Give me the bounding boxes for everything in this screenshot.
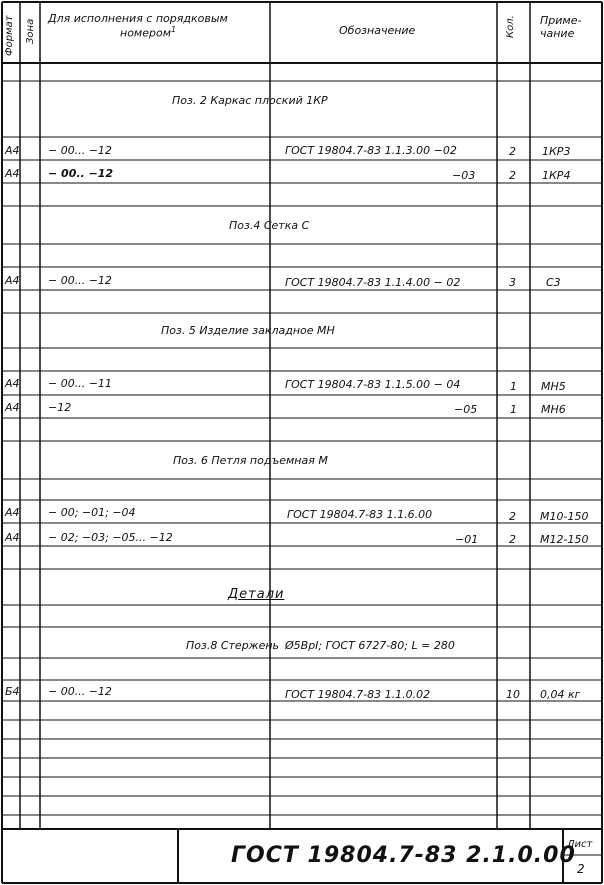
sheet-label: Лист bbox=[567, 839, 593, 850]
row-format: А4 bbox=[5, 401, 20, 414]
row-variant: − 00... −12 bbox=[48, 685, 112, 698]
row-note: М10-150 bbox=[540, 510, 589, 523]
header-qty: Кол. bbox=[505, 15, 516, 38]
row-note: М12-150 bbox=[540, 533, 589, 546]
row-designation: −05 bbox=[454, 403, 478, 416]
part-designation: Ø5ВрI; ГОСТ 6727-80; L = 280 bbox=[285, 639, 455, 652]
row-designation: −01 bbox=[455, 533, 479, 546]
row-variant: −12 bbox=[48, 401, 72, 414]
header-format: Формат bbox=[4, 15, 15, 56]
row-designation: ГОСТ 19804.7-83 1.1.3.00 −02 bbox=[285, 144, 457, 157]
row-note: МН5 bbox=[541, 380, 566, 393]
row-variant: − 02; −03; −05... −12 bbox=[48, 531, 173, 544]
header-variant-line2: номером$^1$ bbox=[120, 25, 177, 40]
header-note-1: Приме- bbox=[540, 14, 582, 27]
row-note: 0,04 кг bbox=[540, 688, 581, 701]
row-format: А4 bbox=[5, 274, 20, 287]
row-qty: 1 bbox=[510, 403, 517, 416]
row-designation: −03 bbox=[452, 169, 476, 182]
row-designation: ГОСТ 19804.7-83 1.1.5.00 − 04 bbox=[285, 378, 461, 391]
group-heading-pos5: Поз. 5 Изделие закладное МН bbox=[161, 324, 335, 337]
row-format: А4 bbox=[5, 531, 20, 544]
group-heading-pos2: Поз. 2 Каркас плоский 1КР bbox=[172, 94, 328, 107]
row-format: А4 bbox=[5, 506, 20, 519]
row-note: С3 bbox=[546, 276, 561, 289]
group-heading-pos4: Поз.4 Сетка С bbox=[229, 219, 310, 232]
row-qty: 2 bbox=[509, 145, 516, 158]
group-heading-pos6: Поз. 6 Петля подъемная М bbox=[173, 454, 328, 467]
header-zone: Зона bbox=[25, 18, 36, 44]
row-designation: ГОСТ 19804.7-83 1.1.0.02 bbox=[285, 688, 431, 701]
header-designation: Обозначение bbox=[339, 24, 416, 37]
header-variant: Для исполнения с порядковым bbox=[48, 12, 228, 25]
document-designation: ГОСТ 19804.7-83 2.1.0.00 bbox=[231, 843, 576, 868]
row-variant: − 00; −01; −04 bbox=[48, 506, 136, 519]
part-position: Поз.8 Стержень bbox=[186, 639, 280, 652]
row-variant: − 00... −12 bbox=[48, 274, 112, 287]
row-designation: ГОСТ 19804.7-83 1.1.4.00 − 02 bbox=[285, 276, 461, 289]
row-note: 1КР4 bbox=[542, 169, 571, 182]
row-qty: 2 bbox=[509, 510, 516, 523]
row-qty: 3 bbox=[509, 276, 516, 289]
row-format: А4 bbox=[5, 144, 20, 157]
section-heading-parts: Детали bbox=[228, 587, 285, 602]
sheet-number: 2 bbox=[577, 862, 585, 876]
row-qty: 2 bbox=[509, 533, 516, 546]
row-variant: − 00... −11 bbox=[48, 377, 112, 390]
row-qty: 2 bbox=[509, 169, 516, 182]
row-designation: ГОСТ 19804.7-83 1.1.6.00 bbox=[287, 508, 433, 521]
header-note-2: чание bbox=[540, 27, 575, 40]
row-variant: − 00.. −12 bbox=[48, 167, 114, 180]
row-qty: 1 bbox=[510, 380, 517, 393]
row-note: 1КР3 bbox=[542, 145, 571, 158]
row-format: Б4 bbox=[5, 685, 20, 698]
row-qty: 10 bbox=[506, 688, 520, 701]
row-variant: − 00... −12 bbox=[48, 144, 112, 157]
row-note: МН6 bbox=[541, 403, 566, 416]
row-format: А4 bbox=[5, 167, 20, 180]
row-format: А4 bbox=[5, 377, 20, 390]
